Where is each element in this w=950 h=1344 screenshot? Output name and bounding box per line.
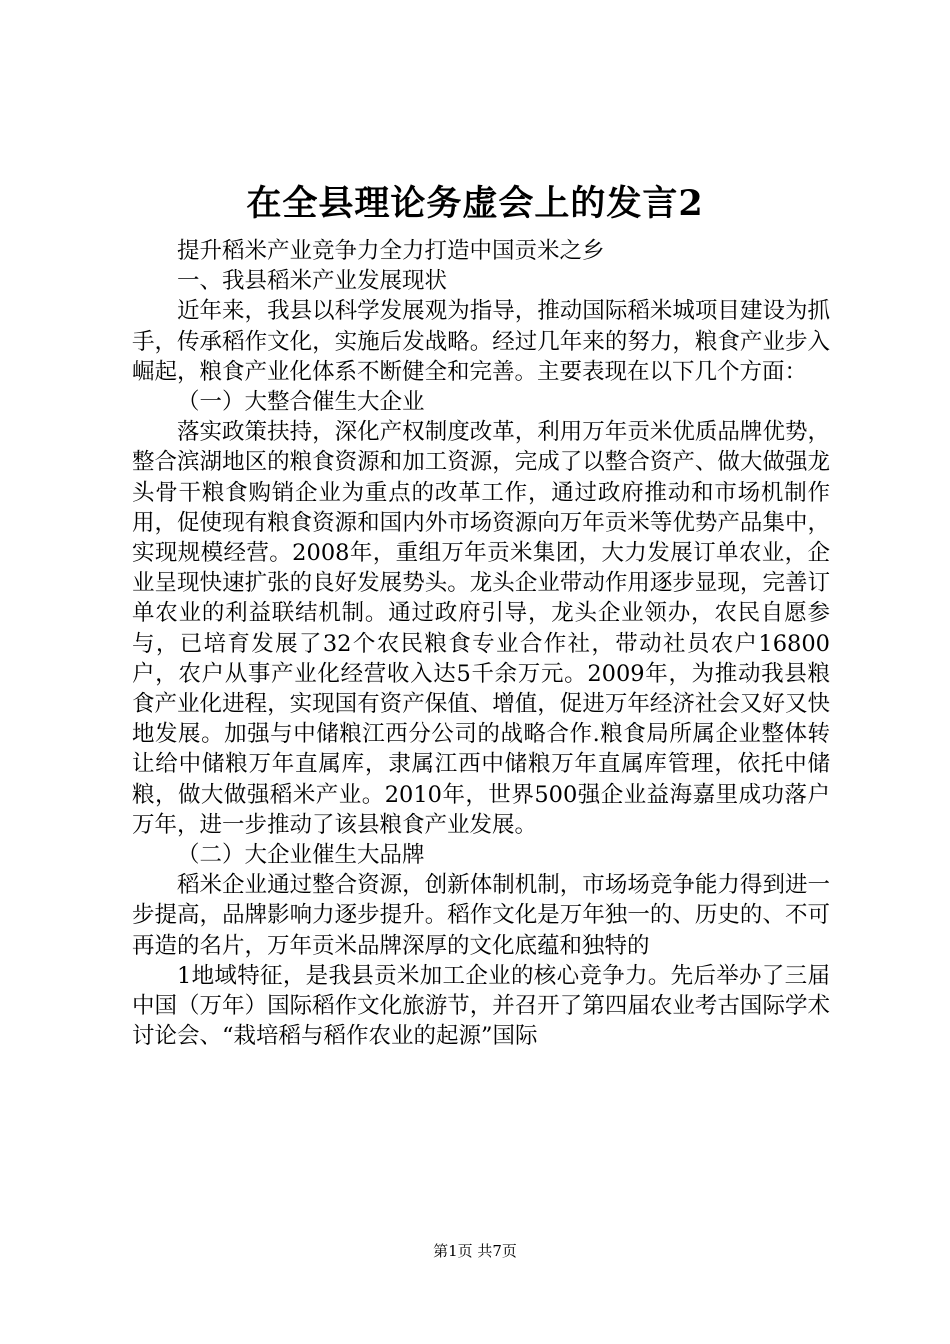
paragraph: 1地域特征，是我县贡米加工企业的核心竞争力。先后举办了三届中国（万年）国际稻作文化旅游节，并召开了第四届农业考古国际学术讨论会、“栽培稻与稻作农业的起源”国际: [132, 962, 830, 1050]
paragraph-subtitle: 提升稻米产业竞争力全力打造中国贡米之乡: [177, 238, 605, 264]
document-body: [132, 236, 830, 1051]
paragraph: 稻米企业通过整合资源，创新体制机制，市场场竞争能力得到进一步提高，品牌影响力逐步提升。稻作文化是万年独一的、历史的、不可再造的名片，万年贡米品牌深厚的文化底蕴和独特的: [132, 872, 830, 959]
page-footer: 第1页 共7页: [433, 1242, 517, 1260]
subsection-heading: （二）大企业催生大品牌: [177, 842, 425, 869]
paragraph: 近年来，我县以科学发展观为指导，推动国际稻米城项目建设为抓手，传承稻作文化，实施后发战略。经过几年来的努力，粮食产业步入崛起，粮食产业化体系不断健全和完善。主要表现在以下几个方面：: [132, 298, 830, 385]
section-heading: 一、我县稻米产业发展现状: [177, 268, 448, 295]
document-title: 在全县理论务虚会上的发言2: [246, 183, 704, 224]
subsection-heading: （一）大整合催生大企业: [177, 389, 425, 416]
paragraph: 落实政策扶持，深化产权制度改革，利用万年贡米优质品牌优势，整合滨湖地区的粮食资源和加工资源，完成了以整合资产、做大做强龙头骨干粮食购销企业为重点的改革工作，通过政府推动和市场机制作用，促使现有粮食资源和国内外市场资源向万年贡米等优势产品集中，实现规模经营。2008年，重组万年贡米集团，大力发展订单农业，企业呈现快速扩张的良好发展势头。龙头企业带动作用逐步显现，完善订单农业的利益联结机制。通过政府引导，龙头企业领办，农民自愿参与，已培育发展了32个农民粮食专业合作社，带动社员农户16800户，农户从事产业化经营收入达5千余万元。2009年，为推动我县粮食产业化进程，实现国有资产保值、增值，促进万年经济社会又好又快地发展。加强与中储粮江西分公司的战略合作.粮食局所属企业整体转让给中储粮万年直属库，隶属江西中储粮万年直属库管理，依托中储粮，做大做强稻米产业。2010年，世界500强企业益海嘉里成功落户万年，进一步推动了该县粮食产业发展。: [132, 419, 830, 838]
